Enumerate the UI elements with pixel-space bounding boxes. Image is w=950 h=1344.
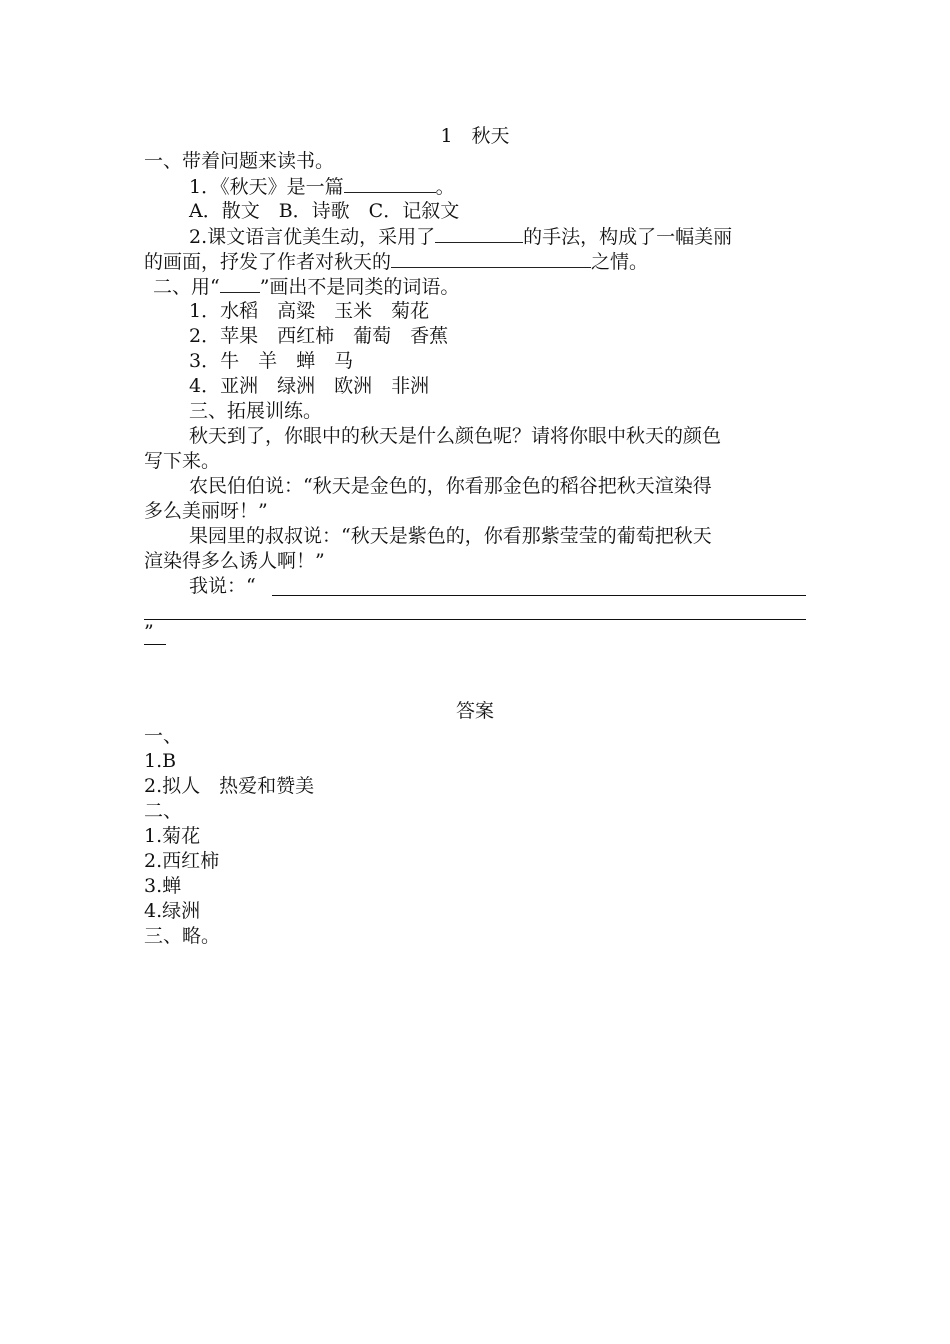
question-1-text: 1．《秋天》是一篇 [189, 176, 344, 198]
answer-line: 2.拟人 热爱和赞美 [144, 775, 315, 797]
section2-item-1: 1．水稻 高粱 玉米 菊花 [189, 300, 430, 322]
answer-line: 三、略。 [144, 925, 221, 947]
section3-paragraph-3: 果园里的叔叔说：“秋天是紫色的，你看那紫莹莹的葡萄把秋天 [189, 525, 712, 547]
underline-sample [220, 274, 260, 293]
answer-line: 1.B [144, 750, 177, 772]
answers-heading: 答案 [455, 700, 494, 722]
section3-paragraph-1-cont: 写下来。 [144, 450, 221, 472]
section3-my-answer-label: 我说：“ [189, 575, 256, 597]
page-title: 1 秋天 [440, 125, 510, 147]
section3-paragraph-1: 秋天到了，你眼中的秋天是什么颜色呢？请将你眼中秋天的颜色 [189, 425, 722, 447]
section2-item-3: 3．牛 羊 蝉 马 [189, 350, 354, 372]
answer-line: 1.菊花 [144, 825, 201, 847]
question-1 [189, 174, 455, 200]
answer-line: 二、 [144, 800, 183, 822]
section3-paragraph-2-cont: 多么美丽呀！” [144, 500, 268, 522]
answer-line-1[interactable] [272, 595, 806, 596]
section3-paragraph-3-cont: 渲染得多么诱人啊！” [144, 550, 325, 572]
section1-heading: 一、带着问题来读书。 [144, 150, 335, 172]
answer-line: 一、 [144, 725, 183, 747]
answer-line: 2.西红柿 [144, 850, 220, 872]
section3-paragraph-2: 农民伯伯说：“秋天是金色的，你看那金色的稻谷把秋天渲染得 [189, 475, 712, 497]
question-2 [189, 224, 732, 250]
question-2-text: 2.课文语言优美生动，采用了 [189, 226, 436, 248]
section3-closing-quote: ” [144, 621, 154, 643]
answer-blank[interactable] [344, 174, 436, 193]
answer-blank[interactable] [435, 224, 523, 243]
answer-line-2[interactable] [144, 619, 806, 620]
question-2-line2-text: 的画面，抒发了作者对秋天的 [144, 251, 392, 273]
question-2-line2-end: 之情。 [591, 251, 649, 273]
section3-heading: 三、拓展训练。 [189, 400, 323, 422]
question-2-line2 [144, 249, 648, 275]
question-1-end: 。 [435, 176, 455, 198]
answer-line: 3.蝉 [144, 875, 182, 897]
section2-heading-post: ”画出不是同类的词语。 [259, 276, 460, 298]
section2-item-4: 4．亚洲 绿洲 欧洲 非洲 [189, 375, 430, 397]
section2-heading-pre: 二、用“ [153, 276, 220, 298]
question-1-options: A．散文 B．诗歌 C．记叙文 [189, 200, 460, 222]
answer-blank[interactable] [391, 249, 591, 268]
section2-heading [153, 274, 459, 300]
answer-line: 4.绿洲 [144, 900, 201, 922]
question-2-text-mid: 的手法，构成了一幅美丽 [523, 226, 733, 248]
answer-line-3[interactable] [144, 644, 166, 645]
section2-item-2: 2．苹果 西红柿 葡萄 香蕉 [189, 325, 449, 347]
